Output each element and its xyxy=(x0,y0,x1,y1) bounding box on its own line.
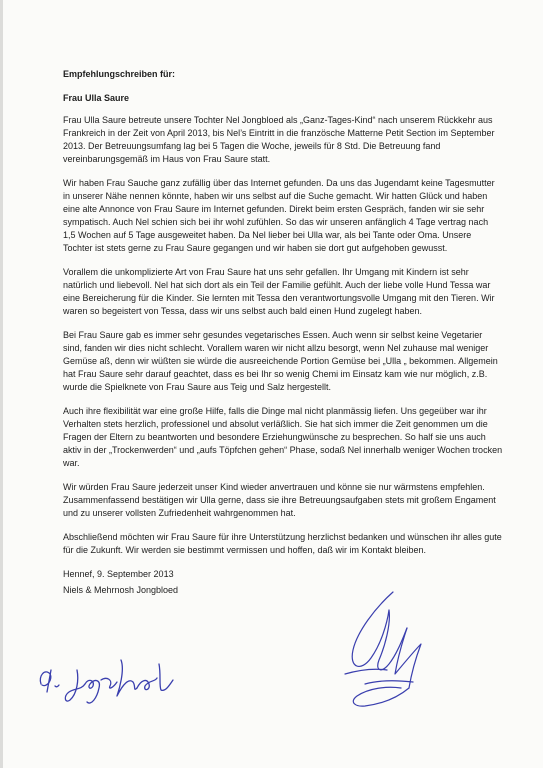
paragraph-care-period: Frau Ulla Saure betreute unsere Tochter Nel Jongbloed als „Ganz-Tages-Kind“ nach unserem Rückkehr aus Frankreich in der Zeit von April 2013, bis Nel’s Eintritt in die französche Matterne Petit Section im September 2013. Der Betreuungsumfang lag bei 5 Tagen die Woche, jeweils für 8 Std. Die Betreuung fand vereinbarungsgemäß im Haus von Frau Saure statt. xyxy=(63,115,495,164)
signature-right xyxy=(335,588,435,718)
letter-body xyxy=(63,68,503,597)
signature-left xyxy=(33,650,223,710)
paragraph-vegetarian-food: Bei Frau Saure gab es immer sehr gesundes vegetarisches Essen. Auch wenn sir selbst keine Vegetarier sind, fanden wir dies nicht schlecht. Vorallem waren wir nicht allzu besorgt, wenn Nel zuhause mal weniger Gemüse aß, denn wir wüßten sie würde die ausreeichende Portion Gemüse bei „Ulla „ bekommen. Allgemein hat Frau Saure sehr darauf geachtet, dass es bei Ihr so wenig Chemi im Einsatz kam wie nur möglich, z.B. wurde die Spielknete von Frau Saure aus Teig und Salz hergestellt. xyxy=(63,330,498,392)
paragraph-finding-nanny: Wir haben Frau Sauche ganz zufällig über das Internet gefunden. Da uns das Jugendamt keine Tagesmutter in unserer Nähe nennen könnte, haben wir uns selbst auf die Suche gemacht. Wir hatten Glück und haben eine alte Annonce von Frau Saure im Internet gefunden. Direkt beim ersten Gespräch, fanden wir sie sehr sympatisch. Auch Nel schien sich bei ihr wohl zufühlen. So das wir unseren anfänglich 4 Tage vertrag nach 1,5 Wochen auf 5 Tage ausgeweitet haben. Da Nel lieber bei Ulla war, als bei Tante oder Oma. Unsere Tochter ist stets gerne zu Frau Saure gegangen und wir haben sie dort gut aufgehoben gewusst. xyxy=(63,178,495,253)
paragraph-closing: Abschließend möchten wir Frau Saure für ihre Unterstützung herzlichst bedanken und wünschen ihr alles gute für die Zukunft. Wir werden sie bestimmt vermissen und hoffen, daß wir im Kontakt bleiben. xyxy=(63,532,502,555)
paragraph-flexibility: Auch ihre flexibilität war eine große Hilfe, falls die Dinge mal nicht planmässig liefen. Uns gegeüber war ihr Verhalten stets herzlich, professionel und absolut verläßlich. Sie hat sich immer die Zeit genommen um die Fragen der Eltern zu beantworten und besondere Erziehungwünsche zu besprechen. So half sie uns auch aktiv in der „Trockenwerden“ und „aufs Töpfchen gehen“ Phase, sodaß Nel innerhalb weniger Wochen trocken war. xyxy=(63,406,503,468)
paragraph-uncomplicated-manner: Vorallem die unkomplizierte Art von Frau Saure hat uns sehr gefallen. Ihr Umgang mit Kindern ist sehr natürlich und liebevoll. Nel hat sich dort als ein Teil der Familie gefühlt. Auch der liebe volle Hund Tessa war eine Bereicherung für die Kinder. Sie lernten mit Tessa den verantwortungsvolle Umgang mit den Tieren. Wir waren so begeistert von Tessa, dass wir uns selbst auch bald einen Hund zugelegt haben. xyxy=(63,267,495,316)
paragraph-recommendation: Wir würden Frau Saure jederzeit unser Kind wieder anvertrauen und könne sie nur wärmstens empfehlen. Zusammenfassend bestätigen wir Ulla gerne, dass sie ihre Betreuungsaufgaben stets mit großem Engament und zu unserer vollsten Zufriedenheit wahrgenommen hat. xyxy=(63,482,496,518)
recipient-name: Frau Ulla Saure xyxy=(63,93,130,103)
signer-names: Niels & Mehrnosh Jongbloed xyxy=(63,585,179,595)
letter-title: Empfehlungschreiben für: xyxy=(63,69,176,79)
place-date: Hennef, 9. September 2013 xyxy=(63,569,174,579)
